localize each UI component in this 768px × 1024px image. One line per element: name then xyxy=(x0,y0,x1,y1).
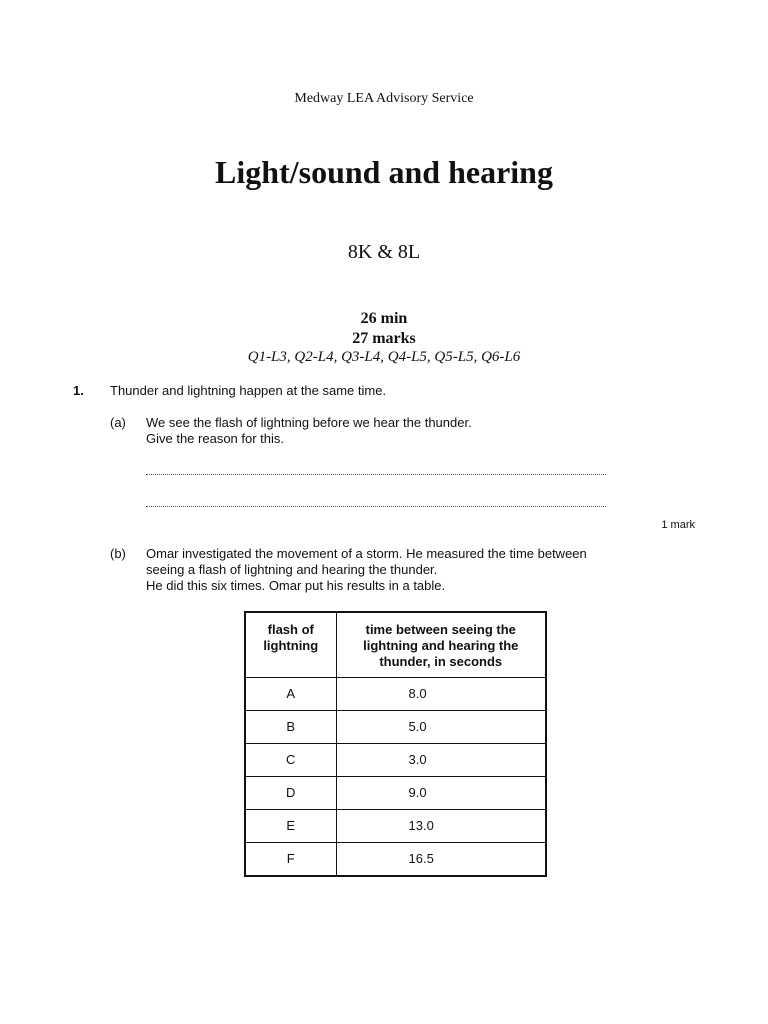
flash-cell: D xyxy=(245,776,336,809)
answer-line[interactable] xyxy=(146,470,606,475)
part-b-label: (b) xyxy=(110,546,126,561)
test-marks: 27 marks xyxy=(352,330,416,347)
time-cell: 3.0 xyxy=(336,743,546,776)
time-cell: 16.5 xyxy=(336,842,546,876)
part-a-text xyxy=(146,415,626,447)
time-cell: 8.0 xyxy=(336,677,546,710)
time-cell: 9.0 xyxy=(336,776,546,809)
answer-line[interactable] xyxy=(146,502,606,507)
flash-cell: B xyxy=(245,710,336,743)
time-cell: 5.0 xyxy=(336,710,546,743)
table-header-row xyxy=(245,612,546,677)
table-row xyxy=(245,743,546,776)
test-time: 26 min xyxy=(360,310,408,327)
flash-cell: C xyxy=(245,743,336,776)
table-row xyxy=(245,710,546,743)
column-header-flash: flash of lightning xyxy=(245,612,336,677)
question-number: 1. xyxy=(73,383,84,398)
time-cell: 13.0 xyxy=(336,809,546,842)
header-service: Medway LEA Advisory Service xyxy=(294,91,474,106)
table-row xyxy=(245,809,546,842)
table-row xyxy=(245,842,546,876)
part-a-mark: 1 mark xyxy=(661,519,695,531)
flash-cell: A xyxy=(245,677,336,710)
footer-cut-off xyxy=(70,1019,710,1024)
table-row xyxy=(245,776,546,809)
question-levels: Q1-L3, Q2-L4, Q3-L4, Q4-L5, Q5-L5, Q6-L6 xyxy=(247,349,521,365)
part-a-label: (a) xyxy=(110,415,126,430)
page-title: Light/sound and hearing xyxy=(215,154,553,190)
part-a-line-2: Give the reason for this. xyxy=(146,431,285,446)
part-b-line-2: seeing a flash of lightning and hearing the thunder. xyxy=(146,562,438,577)
unit-code: 8K & 8L xyxy=(347,241,421,263)
part-a-line-1: We see the flash of lightning before we hear the thunder. xyxy=(146,415,472,430)
table-row xyxy=(245,677,546,710)
flash-cell: F xyxy=(245,842,336,876)
column-header-time: time between seeing the lightning and hearing the thunder, in seconds xyxy=(336,612,546,677)
results-table xyxy=(244,611,547,877)
part-b-line-3: He did this six times. Omar put his results in a table. xyxy=(146,578,446,593)
part-b-text xyxy=(146,546,646,594)
question-stem: Thunder and lightning happen at the same time. xyxy=(110,383,387,398)
flash-cell: E xyxy=(245,809,336,842)
part-b-line-1: Omar investigated the movement of a storm. He measured the time between xyxy=(146,546,587,561)
